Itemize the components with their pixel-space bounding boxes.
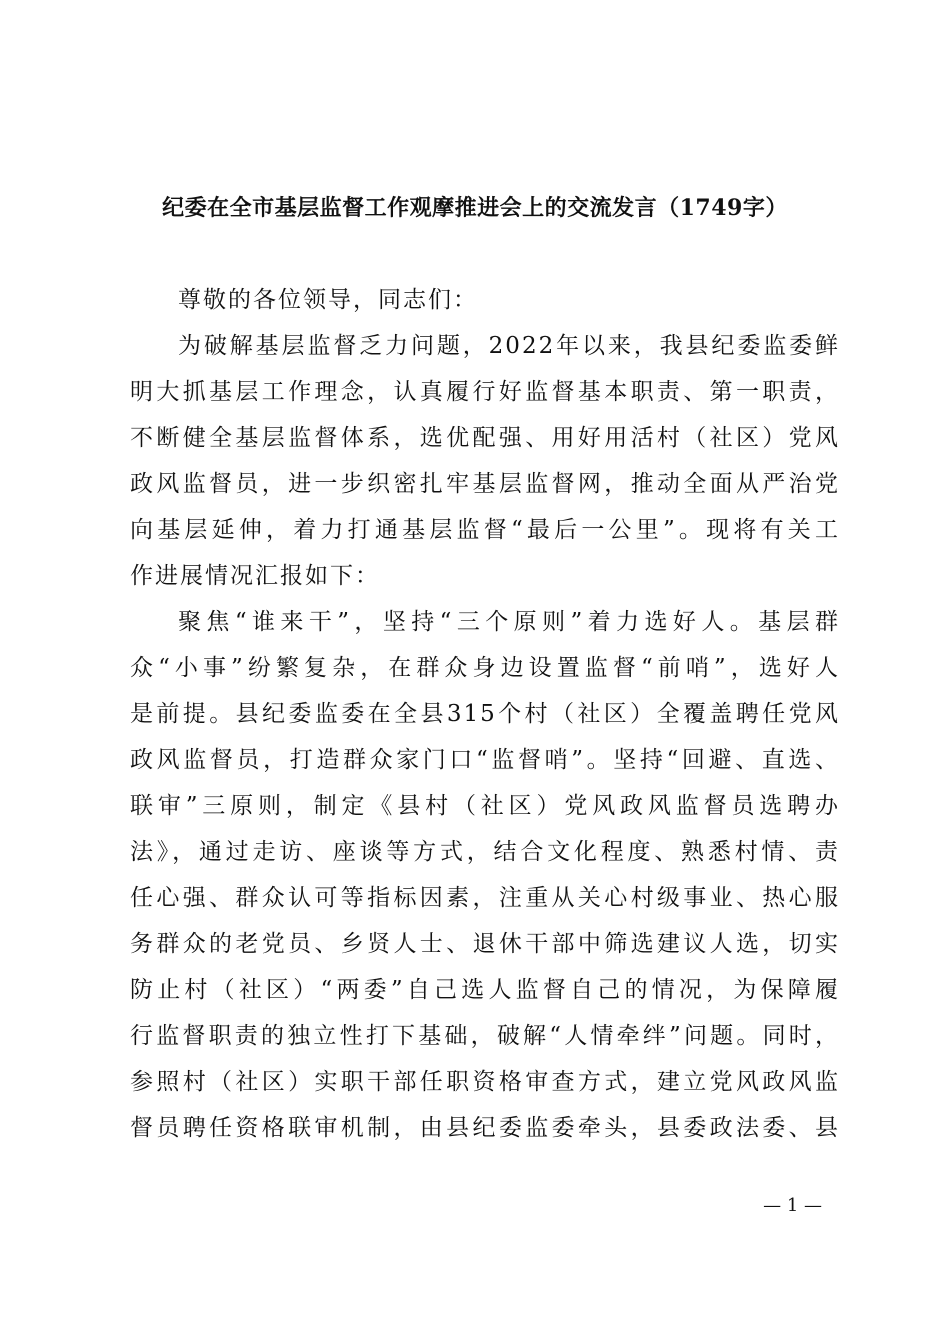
- document-title: 纪委在全市基层监督工作观摩推进会上的交流发言（1749字）: [162, 195, 788, 221]
- salutation-line: 尊敬的各位领导，同志们：: [178, 287, 478, 313]
- paragraph-line: 为破解基层监督乏力问题，2022年以来，我县纪委监委鲜: [178, 333, 840, 359]
- paragraph-line: 政风监督员，进一步织密扎牢基层监督网，推动全面从严治党: [130, 471, 840, 497]
- paragraph-line: 参照村（社区）实职干部任职资格审查方式，建立党风政风监: [130, 1069, 840, 1095]
- paragraph-line: 行监督职责的独立性打下基础，破解“人情牵绊”问题。同时，: [130, 1023, 840, 1049]
- paragraph-line: 向基层延伸，着力打通基层监督“最后一公里”。现将有关工: [130, 517, 840, 543]
- paragraph-line: 明大抓基层工作理念，认真履行好监督基本职责、第一职责，: [130, 379, 840, 405]
- paragraph-line: 防止村（社区）“两委”自己选人监督自己的情况，为保障履: [130, 977, 840, 1003]
- paragraph-line: 任心强、群众认可等指标因素，注重从关心村级事业、热心服: [130, 885, 840, 911]
- page-number: — 1 —: [763, 1195, 822, 1216]
- paragraph-line: 联审”三原则，制定《县村（社区）党风政风监督员选聘办: [130, 793, 840, 819]
- document-body: [130, 280, 840, 1154]
- paragraph-line: 是前提。县纪委监委在全县315个村（社区）全覆盖聘任党风: [130, 701, 840, 727]
- paragraph-line: 聚焦“谁来干”，坚持“三个原则”着力选好人。基层群: [178, 609, 840, 635]
- paragraph-line: 督员聘任资格联审机制，由县纪委监委牵头，县委政法委、县: [130, 1115, 840, 1141]
- paragraph-line: 政风监督员，打造群众家门口“监督哨”。坚持“回避、直选、: [130, 747, 840, 773]
- paragraph-line: 法》，通过走访、座谈等方式，结合文化程度、熟悉村情、责: [130, 839, 840, 865]
- paragraph-line: 作进展情况汇报如下：: [130, 563, 380, 589]
- paragraph-line: 务群众的老党员、乡贤人士、退休干部中筛选建议人选，切实: [130, 931, 840, 957]
- paragraph-line: 不断健全基层监督体系，选优配强、用好用活村（社区）党风: [130, 425, 840, 451]
- paragraph-line: 众“小事”纷繁复杂，在群众身边设置监督“前哨”，选好人: [130, 655, 840, 681]
